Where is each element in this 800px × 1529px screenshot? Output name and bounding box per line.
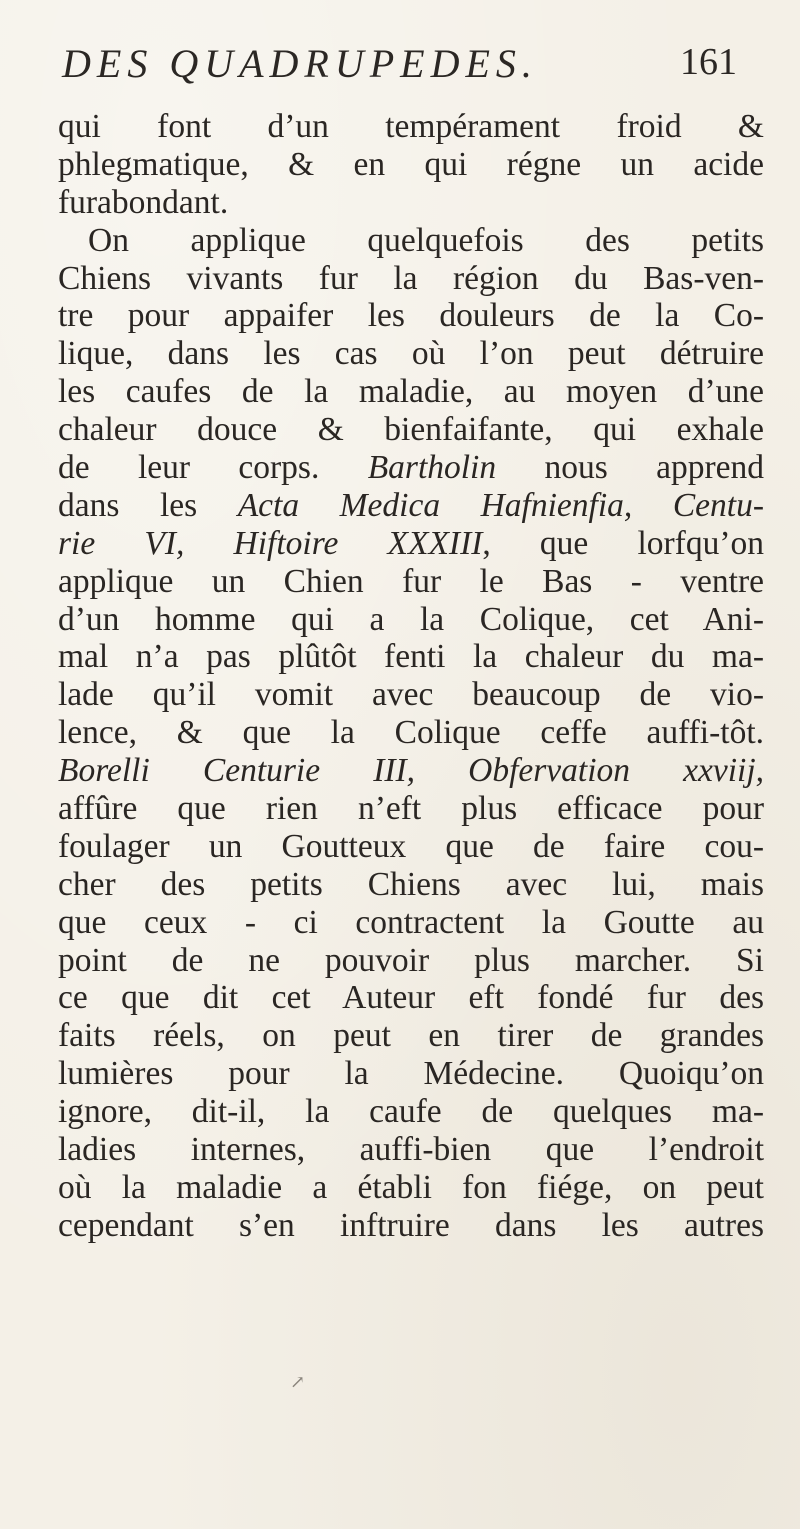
text-line: où la maladie a établi fon fiége, on peut xyxy=(58,1168,764,1206)
citation-italic: rie VI, Hiftoire XXXIII xyxy=(58,524,483,562)
text-line: cependant s’en inftruire dans les autres xyxy=(58,1206,764,1244)
ink-mark: ↗ xyxy=(290,1372,306,1392)
text-line: chaleur douce & bienfaifante, qui exhale xyxy=(58,411,764,449)
running-title: DES QUADRUPEDES. xyxy=(62,41,538,86)
citation-italic: Bartholin xyxy=(367,449,497,487)
text-line: point de ne pouvoir plus marcher. Si xyxy=(58,941,764,979)
text-line: furabondant. xyxy=(58,183,229,221)
text-line xyxy=(58,449,764,487)
text-line xyxy=(58,487,764,525)
citation-italic: Borelli Centurie III, Obfervation xxviij, xyxy=(58,752,764,790)
text-run: nous apprend xyxy=(496,449,764,487)
running-head xyxy=(62,40,760,98)
text-line: mal n’a pas plûtôt fenti la chaleur du ma- xyxy=(58,638,764,676)
text-line: ignore, dit-il, la caufe de quelques ma- xyxy=(58,1093,764,1131)
text-line: applique un Chien fur le Bas - ventre xyxy=(58,562,764,600)
text-line: lique, dans les cas où l’on peut détruire xyxy=(58,335,764,373)
body-text xyxy=(58,108,764,1245)
text-line: phlegmatique, & en qui régne un acide xyxy=(58,145,764,183)
text-line: foulager un Goutteux que de faire cou- xyxy=(58,827,764,865)
text-run: , que lorfqu’on xyxy=(482,524,764,562)
text-line: lade qu’il vomit avec beaucoup de vio- xyxy=(58,676,764,714)
text-run: dans les xyxy=(58,486,238,524)
citation-italic: Acta Medica Hafnienfia, Centu- xyxy=(237,486,764,524)
text-line: les caufes de la maladie, au moyen d’une xyxy=(58,373,764,411)
page-number: 161 xyxy=(680,41,737,83)
text-line: d’un homme qui a la Colique, cet Ani- xyxy=(58,600,764,638)
text-line: ce que dit cet Auteur eft fondé fur des xyxy=(58,979,764,1017)
text-line xyxy=(58,752,764,790)
text-line: Chiens vivants fur la région du Bas-ven- xyxy=(58,259,764,297)
text-line: qui font d’un tempérament froid & xyxy=(58,108,764,145)
text-line: lumières pour la Médecine. Quoiqu’on xyxy=(58,1055,764,1093)
paragraph-start-line: On applique quelquefois des petits xyxy=(88,221,764,259)
text-line: tre pour appaifer les douleurs de la Co- xyxy=(58,297,764,335)
text-line: cher des petits Chiens avec lui, mais xyxy=(58,865,764,903)
text-line: que ceux - ci contractent la Goutte au xyxy=(58,903,764,941)
text-line: faits réels, on peut en tirer de grandes xyxy=(58,1017,764,1055)
text-line: lence, & que la Colique ceffe auffi-tôt. xyxy=(58,714,764,752)
text-line xyxy=(58,525,764,563)
text-run: de leur corps. xyxy=(58,449,368,487)
text-line: affûre que rien n’eft plus efficace pour xyxy=(58,790,764,828)
text-line: ladies internes, auffi-bien que l’endroit xyxy=(58,1131,764,1169)
